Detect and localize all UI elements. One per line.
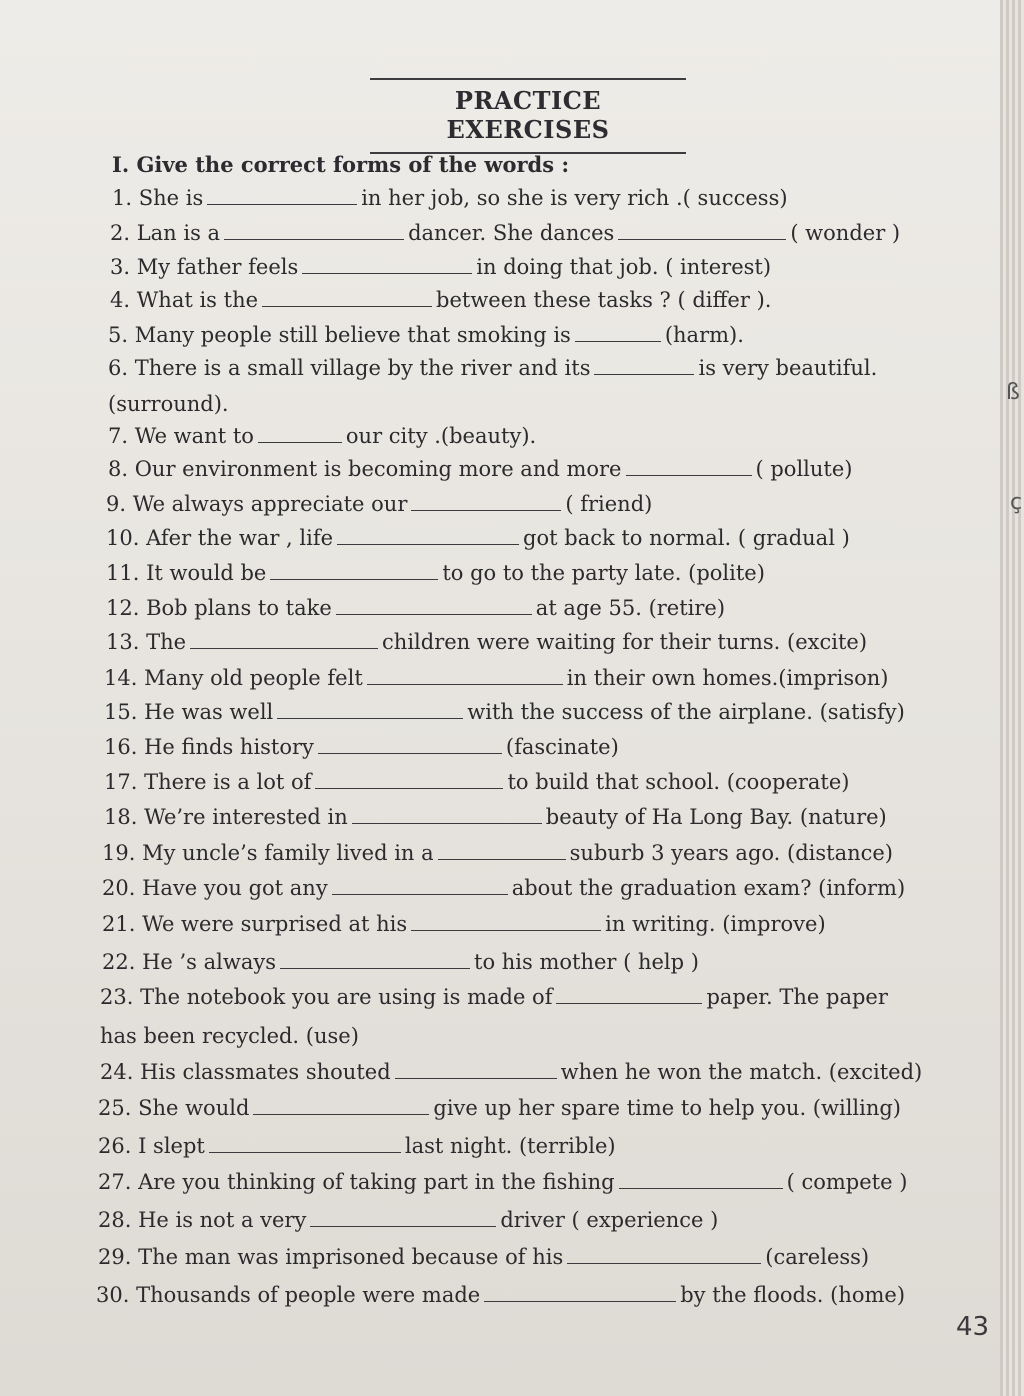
exercise-item — [104, 666, 888, 690]
exercise-text: our city .(beauty). — [345, 424, 537, 448]
answer-blank[interactable] — [395, 1060, 557, 1079]
exercise-item — [110, 255, 771, 279]
exercise-item — [102, 876, 905, 900]
answer-blank[interactable] — [190, 630, 378, 649]
exercise-text: (fascinate) — [505, 735, 619, 759]
title-block — [370, 78, 686, 154]
exercise-text: suburb 3 years ago. (distance) — [569, 841, 894, 865]
exercise-text: children were waiting for their turns. (excite) — [382, 630, 868, 654]
answer-blank[interactable] — [575, 323, 661, 342]
answer-blank[interactable] — [438, 841, 566, 860]
exercise-text: 22. He ’s always — [102, 950, 276, 974]
exercise-text: in their own homes.(imprison) — [566, 666, 889, 690]
exercise-item — [106, 492, 652, 516]
exercise-item — [110, 221, 900, 245]
exercise-item — [108, 424, 536, 448]
exercise-text: beauty of Ha Long Bay. (nature) — [545, 805, 887, 829]
margin-mark: ß — [1006, 380, 1020, 405]
exercise-item — [110, 288, 771, 312]
answer-blank[interactable] — [484, 1283, 676, 1302]
exercise-text: in her job, so she is very rich .( success) — [361, 186, 788, 210]
exercise-item — [106, 526, 850, 550]
exercise-text: ( wonder ) — [790, 221, 901, 245]
answer-blank[interactable] — [594, 356, 694, 375]
exercise-text: by the floods. (home) — [680, 1283, 906, 1307]
exercise-item — [104, 805, 887, 829]
exercise-item — [104, 735, 619, 759]
exercise-text: 6. There is a small village by the river and its — [108, 356, 591, 380]
answer-blank[interactable] — [262, 288, 432, 307]
exercise-text: 21. We were surprised at his — [102, 912, 408, 936]
exercise-text: 1. She is — [112, 186, 204, 210]
exercise-item — [104, 700, 905, 724]
answer-blank[interactable] — [315, 770, 503, 789]
answer-blank[interactable] — [258, 424, 342, 443]
exercise-text: to go to the party late. (polite) — [442, 561, 765, 585]
answer-blank[interactable] — [253, 1096, 429, 1115]
exercise-text: dancer. She dances — [408, 221, 615, 245]
answer-blank[interactable] — [302, 255, 472, 274]
exercise-text: 7. We want to — [108, 424, 254, 448]
exercise-item — [106, 596, 725, 620]
answer-blank[interactable] — [277, 700, 463, 719]
exercise-text: 13. The — [106, 630, 187, 654]
answer-blank[interactable] — [618, 221, 786, 240]
exercise-text: to his mother ( help ) — [474, 950, 699, 974]
exercise-text: ( compete ) — [786, 1170, 908, 1194]
exercise-item — [106, 630, 867, 654]
exercise-text: 27. Are you thinking of taking part in the fishing — [98, 1170, 615, 1194]
answer-blank[interactable] — [336, 596, 532, 615]
answer-blank[interactable] — [352, 805, 542, 824]
exercise-text: last night. (terrible) — [404, 1134, 616, 1158]
page-title: PRACTICE EXERCISES — [446, 86, 610, 144]
exercise-text: between these tasks ? ( differ ). — [436, 288, 772, 312]
answer-blank[interactable] — [280, 950, 470, 969]
exercise-text: 4. What is the — [110, 288, 259, 312]
exercise-item — [102, 912, 826, 936]
answer-blank[interactable] — [318, 735, 502, 754]
exercise-text: driver ( experience ) — [500, 1208, 719, 1232]
exercise-item — [98, 1170, 907, 1194]
page-edge — [1000, 0, 1024, 1396]
exercise-item — [108, 323, 744, 347]
exercise-text: 11. It would be — [106, 561, 267, 585]
exercise-text: 28. He is not a very — [98, 1208, 307, 1232]
exercise-text: 8. Our environment is becoming more and more — [108, 457, 622, 481]
exercise-text: 23. The notebook you are using is made of — [100, 985, 553, 1009]
answer-blank[interactable] — [207, 186, 357, 205]
exercise-text: in writing. (improve) — [605, 912, 826, 936]
exercise-continuation: has been recycled. (use) — [100, 1024, 359, 1048]
answer-blank[interactable] — [556, 985, 702, 1004]
title-rule-top — [370, 78, 686, 80]
exercise-item — [96, 1283, 905, 1307]
exercise-item — [102, 841, 893, 865]
exercise-text: 14. Many old people felt — [104, 666, 363, 690]
exercise-item — [100, 985, 888, 1009]
exercise-continuation: (surround). — [108, 392, 229, 416]
exercise-text: 19. My uncle’s family lived in a — [102, 841, 434, 865]
exercise-text: (harm). — [664, 323, 744, 347]
exercise-text: paper. The paper — [706, 985, 888, 1009]
answer-blank[interactable] — [310, 1208, 496, 1227]
exercise-text: 12. Bob plans to take — [106, 596, 332, 620]
section-heading: I. Give the correct forms of the words : — [112, 152, 570, 177]
page-number: 43 — [956, 1312, 990, 1342]
answer-blank[interactable] — [411, 912, 601, 931]
answer-blank[interactable] — [411, 492, 561, 511]
exercise-item — [98, 1134, 616, 1158]
exercise-text: 18. We’re interested in — [104, 805, 348, 829]
exercise-item — [108, 457, 852, 481]
exercise-text: when he won the match. (excited) — [560, 1060, 923, 1084]
exercise-item — [102, 950, 699, 974]
answer-blank[interactable] — [224, 221, 404, 240]
exercise-text: 17. There is a lot of — [104, 770, 312, 794]
margin-mark: ç — [1010, 490, 1023, 515]
exercise-item — [108, 356, 877, 380]
exercise-text: about the graduation exam? (inform) — [511, 876, 906, 900]
exercise-item — [98, 1096, 901, 1120]
exercise-text: with the success of the airplane. (satisfy) — [467, 700, 905, 724]
exercise-text: 25. She would — [98, 1096, 250, 1120]
exercise-text: at age 55. (retire) — [535, 596, 726, 620]
exercise-text: (careless) — [765, 1245, 870, 1269]
exercise-text: 10. Afer the war , life — [106, 526, 334, 550]
answer-blank[interactable] — [337, 526, 519, 545]
exercise-text: give up her spare time to help you. (willing) — [433, 1096, 901, 1120]
answer-blank[interactable] — [332, 876, 508, 895]
exercise-text: 3. My father feels — [110, 255, 299, 279]
exercise-text: in doing that job. ( interest) — [476, 255, 772, 279]
answer-blank[interactable] — [367, 666, 563, 685]
exercise-text: is very beautiful. — [698, 356, 878, 380]
exercise-text: ( friend) — [565, 492, 653, 516]
answer-blank[interactable] — [626, 457, 752, 476]
exercise-text: 16. He finds history — [104, 735, 314, 759]
exercise-item — [106, 561, 765, 585]
exercise-text: got back to normal. ( gradual ) — [523, 526, 850, 550]
exercise-text: 20. Have you got any — [102, 876, 328, 900]
exercise-text: 24. His classmates shouted — [100, 1060, 391, 1084]
exercise-text: 26. I slept — [98, 1134, 205, 1158]
exercise-text: 2. Lan is a — [110, 221, 221, 245]
answer-blank[interactable] — [270, 561, 438, 580]
exercise-item — [104, 770, 849, 794]
exercise-text: 9. We always appreciate our — [106, 492, 408, 516]
answer-blank[interactable] — [209, 1134, 401, 1153]
exercise-text: ( pollute) — [755, 457, 853, 481]
exercise-text: 29. The man was imprisoned because of his — [98, 1245, 564, 1269]
answer-blank[interactable] — [619, 1170, 783, 1189]
exercise-text: 15. He was well — [104, 700, 274, 724]
exercise-item — [112, 186, 788, 210]
exercise-text: 5. Many people still believe that smoking is — [108, 323, 571, 347]
exercise-item — [98, 1208, 718, 1232]
exercise-text: 30. Thousands of people were made — [96, 1283, 481, 1307]
exercise-item — [98, 1245, 869, 1269]
exercise-item — [100, 1060, 922, 1084]
answer-blank[interactable] — [567, 1245, 761, 1264]
exercise-text: to build that school. (cooperate) — [507, 770, 850, 794]
